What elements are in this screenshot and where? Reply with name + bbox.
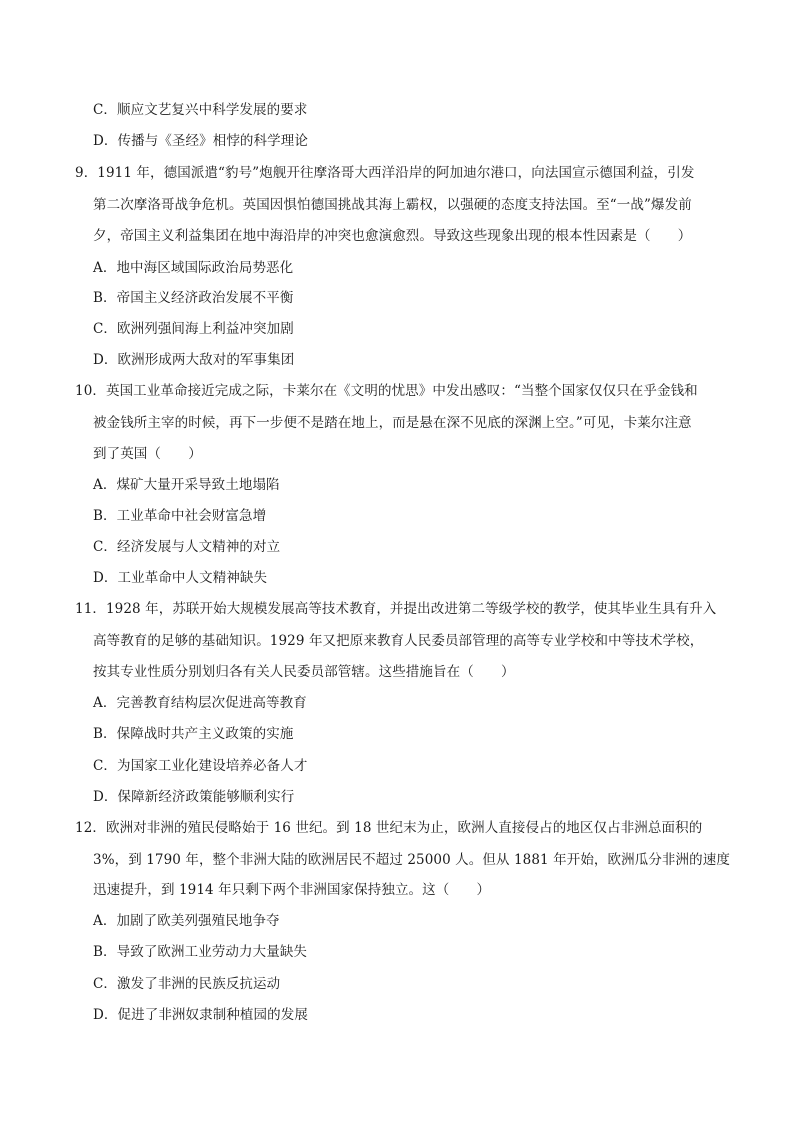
q10-stem-line-3: 到了英国（ ） (93, 446, 202, 462)
q11-stem-line-1: 11．1928 年，苏联开始大规模发展高等技术教育，并提出改进第二等级学校的教学，使其毕业生具有升入 (75, 601, 717, 617)
q10-option-a: A．煤矿大量开采导致土地塌陷 (93, 477, 280, 493)
q12-option-b: B．导致了欧洲工业劳动力大量缺失 (93, 944, 308, 960)
q9-option-a: A．地中海区域国际政治局势恶化 (93, 260, 294, 276)
q11-stem-line-2: 高等教育的足够的基础知识。1929 年又把原来教育人民委员部管理的高等专业学校和中等技术学校， (93, 633, 704, 649)
q12-option-c: C．激发了非洲的民族反抗运动 (93, 976, 281, 992)
q10-option-d: D．工业革命中人文精神缺失 (93, 570, 268, 586)
q8-option-d: D．传播与《圣经》相悖的科学理论 (93, 133, 308, 149)
q9-option-b: B．帝国主义经济政治发展不平衡 (93, 290, 294, 306)
q11-option-b: B．保障战时共产主义政策的实施 (93, 726, 294, 742)
q12-stem-line-2: 3%，到 1790 年，整个非洲大陆的欧洲居民不超过 25000 人。但从 1881 年开始，欧洲瓜分非洲的速度 (93, 852, 730, 868)
q12-option-d: D．促进了非洲奴隶制种植园的发展 (93, 1007, 308, 1023)
q9-option-c: C．欧洲列强间海上利益冲突加剧 (93, 321, 294, 337)
q12-stem-line-1: 12．欧洲对非洲的殖民侵略始于 16 世纪。到 18 世纪末为止，欧洲人直接侵占的地区仅占非洲总面积的 (75, 820, 703, 836)
q11-stem-line-3: 按其专业性质分别划归各有关人民委员部管辖。这些措施旨在（ ） (93, 664, 515, 680)
q10-option-c: C．经济发展与人文精神的对立 (93, 539, 281, 555)
q10-option-b: B．工业革命中社会财富急增 (93, 508, 267, 524)
q11-option-c: C．为国家工业化建设培养必备人才 (93, 758, 308, 774)
q11-option-d: D．保障新经济政策能够顺利实行 (93, 789, 295, 805)
q12-option-a: A．加剧了欧美列强殖民地争夺 (93, 913, 280, 929)
q9-option-d: D．欧洲形成两大敌对的军事集团 (93, 352, 295, 368)
q8-option-c: C．顺应文艺复兴中科学发展的要求 (93, 102, 308, 118)
q10-stem-line-2: 被金钱所主宰的时候，再下一步便不是踏在地上，而是悬在深不见底的深渊上空。”可见，卡莱尔注意 (93, 415, 692, 431)
q11-option-a: A．完善教育结构层次促进高等教育 (93, 695, 307, 711)
q9-stem-line-3: 夕，帝国主义利益集团在地中海沿岸的冲突也愈演愈烈。导致这些现象出现的根本性因素是（ ） (93, 228, 692, 244)
q12-stem-line-3: 迅速提升，到 1914 年只剩下两个非洲国家保持独立。这（ ） (93, 882, 491, 898)
q9-stem-line-1: 9．1911 年，德国派遣“豹号”炮舰开往摩洛哥大西洋沿岸的阿加迪尔港口，向法国宣示德国利益，引发 (75, 165, 695, 181)
q9-stem-line-2: 第二次摩洛哥战争危机。英国因惧怕德国挑战其海上霸权，以强硬的态度支持法国。至“一战”爆发前 (93, 197, 692, 213)
q10-stem-line-1: 10．英国工业革命接近完成之际，卡莱尔在《文明的忧思》中发出感叹：“当整个国家仅仅只在乎金钱和 (75, 383, 698, 399)
